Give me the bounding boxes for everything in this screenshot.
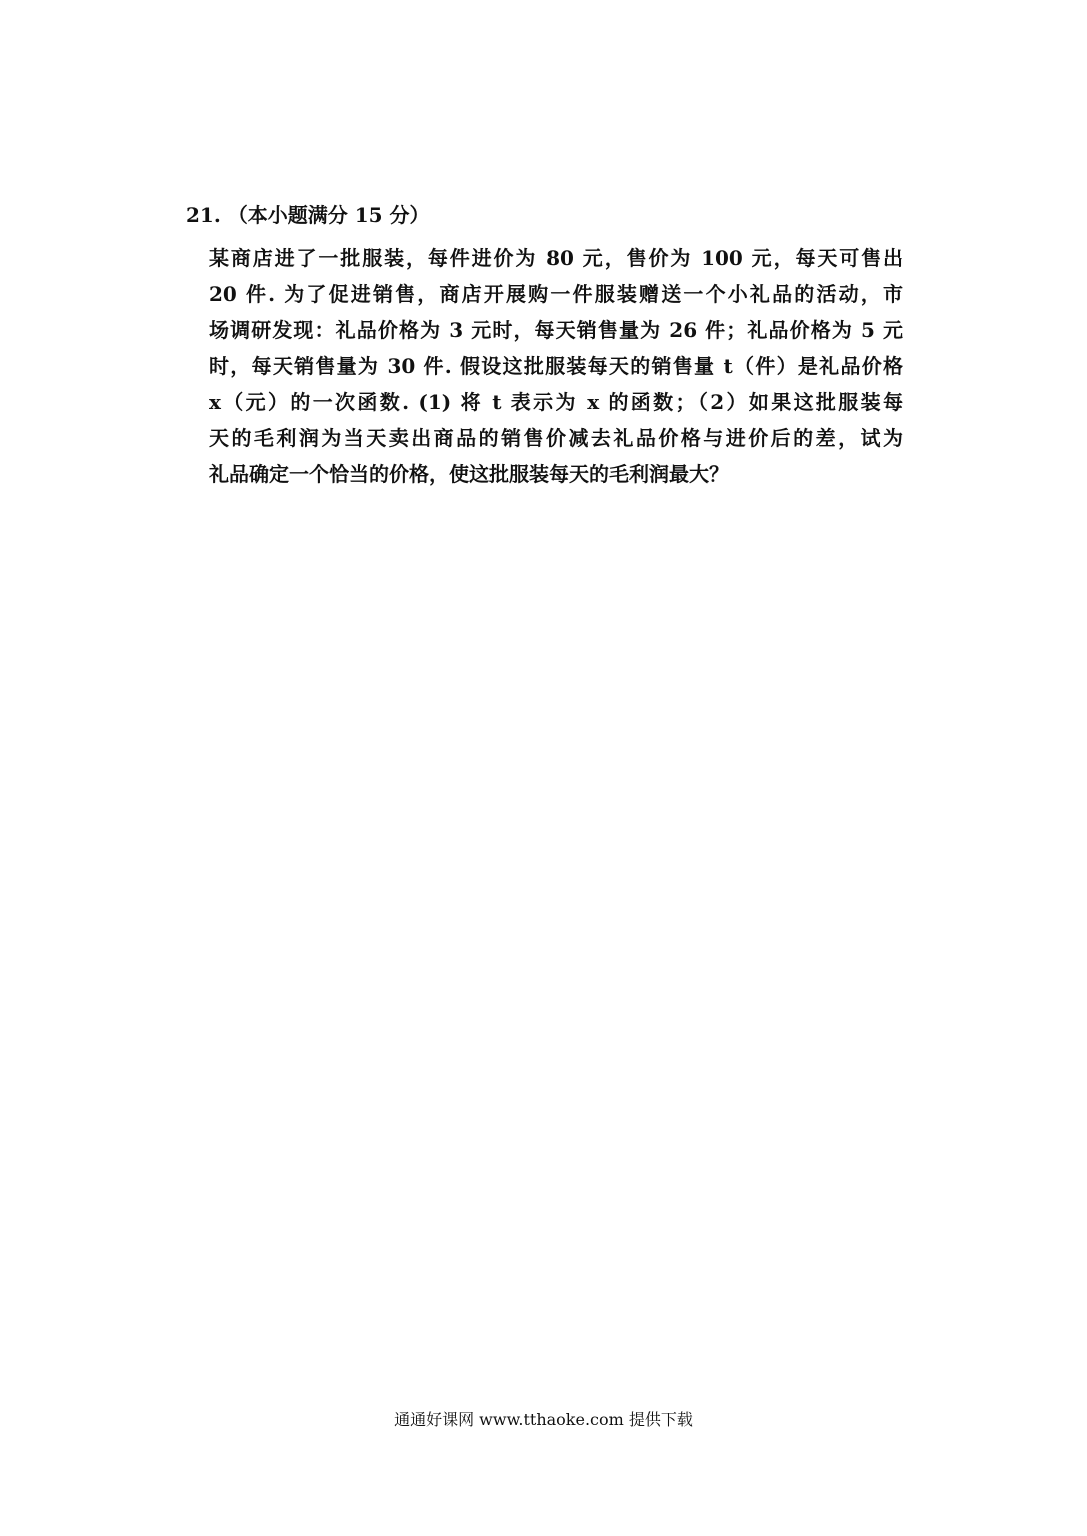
question-line: 时，每天销售量为 30 件. 假设这批服装每天的销售量 t（件）是礼品价格 (209, 354, 903, 378)
question-line: 天的毛利润为当天卖出商品的销售价减去礼品价格与进价后的差，试为 (209, 426, 903, 450)
question-line: 礼品确定一个恰当的价格，使这批服装每天的毛利润最大？ (209, 462, 729, 486)
question-line: 场调研发现：礼品价格为 3 元时，每天销售量为 26 件；礼品价格为 5 元 (209, 318, 903, 342)
question-line: 20 件. 为了促进销售，商店开展购一件服装赠送一个小礼品的活动，市 (209, 282, 903, 306)
question-heading: 21. （本小题满分 15 分） (186, 203, 430, 227)
footer-watermark-text: 通通好课网 www.tthaoke.com 提供下载 (394, 1410, 693, 1429)
question-body (209, 240, 903, 492)
question-line: x（元）的一次函数. (1) 将 t 表示为 x 的函数；（2）如果这批服装每 (209, 390, 903, 414)
question-line: 某商店进了一批服装，每件进价为 80 元，售价为 100 元，每天可售出 (209, 246, 903, 270)
